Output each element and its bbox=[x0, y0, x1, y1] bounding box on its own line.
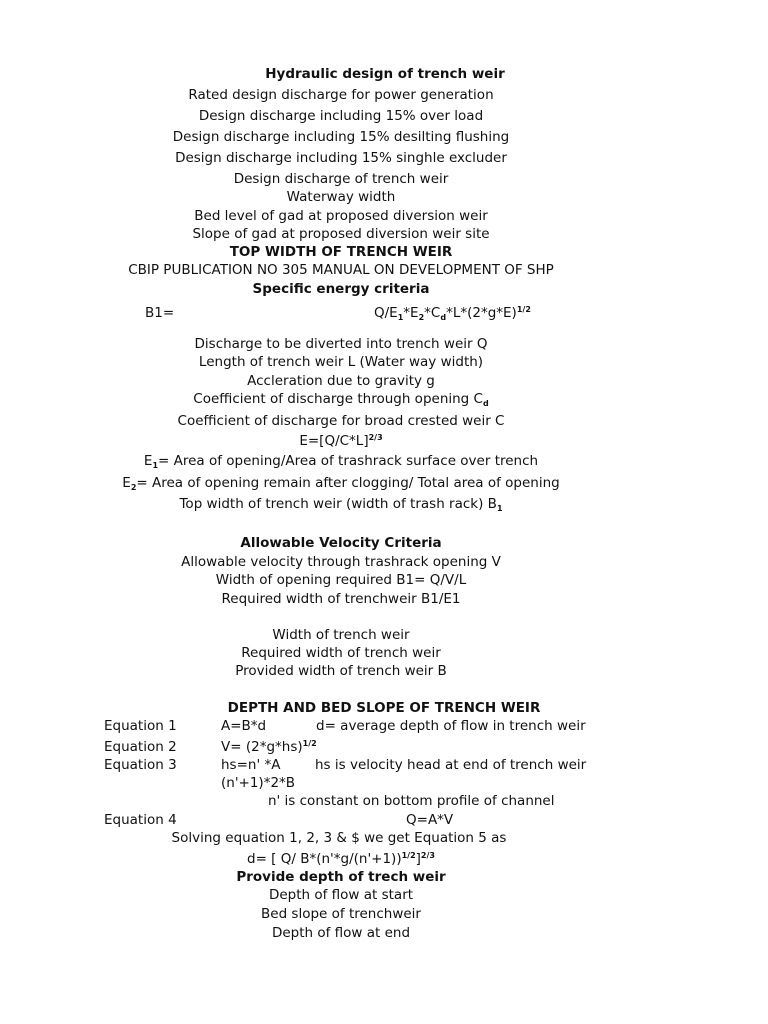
velocity-heading: Allowable Velocity Criteria bbox=[240, 535, 442, 551]
reference-text: CBIP PUBLICATION NO 305 MANUAL ON DEVELOPMENT OF SHP bbox=[128, 262, 554, 278]
equation-2-formula: $V= (2*g*hs)^{1/2}$ bbox=[221, 739, 317, 755]
discharge-q-line: Discharge to be diverted into trench weir Q bbox=[194, 336, 488, 352]
gravity-line: Accleration due to gravity g bbox=[247, 373, 435, 389]
equation-1-note: d= average depth of flow in trench weir bbox=[316, 718, 586, 734]
energy-criteria-heading: Specific energy criteria bbox=[252, 281, 430, 297]
required-width-line: Required width of trench weir bbox=[241, 645, 441, 661]
input-gad-slope: Slope of gad at proposed diversion weir site bbox=[192, 226, 490, 242]
input-desilting-discharge: Design discharge including 15% desilting flushing bbox=[172, 129, 510, 145]
bed-slope-line: Bed slope of trenchweir bbox=[261, 906, 421, 922]
broad-crested-line: Coefficient of discharge for broad crested weir C bbox=[177, 413, 505, 429]
equation-4-label: Equation 4 bbox=[104, 812, 177, 828]
depth-heading: DEPTH AND BED SLOPE OF TRENCH WEIR bbox=[227, 700, 541, 716]
equation-1-formula: A=B*d bbox=[221, 718, 267, 734]
b1-definition: Top width of trench weir (width of trash rack) $B_1$ bbox=[179, 496, 503, 513]
cd-line: Coefficient of discharge through opening $C_d$ bbox=[193, 391, 489, 408]
top-width-heading: TOP WIDTH OF TRENCH WEIR bbox=[229, 244, 453, 260]
b1-label: B1= bbox=[145, 305, 175, 321]
width-line: Width of trench weir bbox=[272, 627, 410, 643]
equation-4-formula: Q=A*V bbox=[406, 812, 454, 828]
equation-1-label: Equation 1 bbox=[104, 718, 177, 734]
depth-start-line: Depth of flow at start bbox=[268, 887, 414, 903]
width-required-line: Width of opening required B1= Q/V/L bbox=[215, 572, 467, 588]
provided-width-line: Provided width of trench weir B bbox=[235, 663, 447, 679]
input-rated-discharge: Rated design discharge for power generation bbox=[188, 87, 494, 103]
energy-formula: $E=[Q/C*L]^{2/3}$ bbox=[299, 433, 383, 449]
input-waterway-width: Waterway width bbox=[286, 189, 396, 205]
equation-5-formula: d= [ Q/ $B*(n'*g/(n'+1))^{1/2}]^{2/3}$ bbox=[247, 851, 435, 867]
depth-end-line: Depth of flow at end bbox=[271, 925, 411, 941]
document-title: Hydraulic design of trench weir bbox=[265, 66, 505, 82]
input-excluder-discharge: Design discharge including 15% singhle excluder bbox=[175, 150, 507, 166]
b1-formula: $Q/E_1*E_2*C_d*L*(2*g*E)^{1/2}$ bbox=[374, 305, 531, 322]
e1-definition: $E_1=$ Area of opening/Area of trashrack surface over trench bbox=[143, 453, 539, 470]
equation-3-label: Equation 3 bbox=[104, 757, 177, 773]
e2-definition: $E_2=$ Area of opening remain after clogging/ Total area of opening bbox=[122, 475, 560, 492]
length-l-line: Length of trench weir L (Water way width) bbox=[198, 354, 484, 370]
input-weir-discharge: Design discharge of trench weir bbox=[233, 171, 449, 187]
equation-3-note: hs is velocity head at end of trench weir bbox=[315, 757, 587, 773]
constant-line: n' is constant on bottom profile of channel bbox=[268, 793, 555, 809]
provide-depth-heading: Provide depth of trech weir bbox=[236, 869, 446, 885]
allowable-velocity-line: Allowable velocity through trashrack opening V bbox=[181, 554, 501, 570]
equation-3-denominator: (n'+1)*2*B bbox=[221, 775, 296, 791]
equation-3-formula: hs=n' *A bbox=[221, 757, 281, 773]
solving-line: Solving equation 1, 2, 3 & $ we get Equation 5 as bbox=[171, 830, 507, 846]
required-width-ratio-line: Required width of trenchweir B1/E1 bbox=[221, 591, 461, 607]
input-overload-discharge: Design discharge including 15% over load bbox=[198, 108, 484, 124]
input-bed-level: Bed level of gad at proposed diversion weir bbox=[194, 208, 488, 224]
equation-2-label: Equation 2 bbox=[104, 739, 177, 755]
